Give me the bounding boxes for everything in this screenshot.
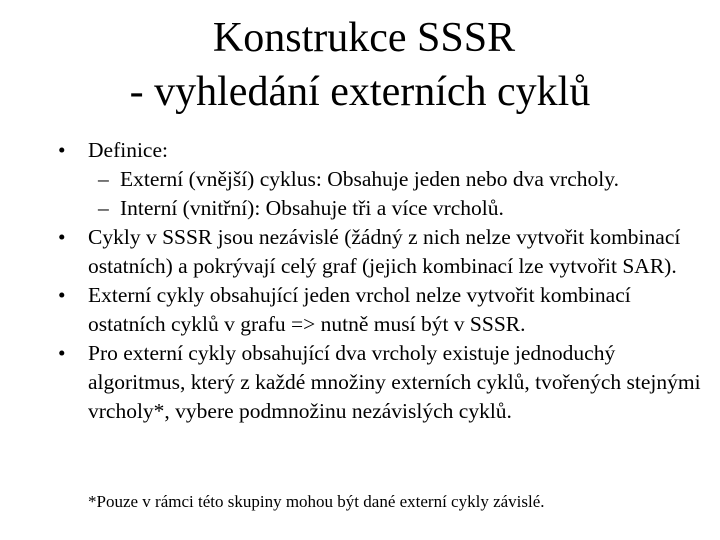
sub-bullet-item — [58, 194, 708, 223]
bullet-text: Pro externí cykly obsahující dva vrcholy existuje jednoduchý algoritmus, který z každé množiny externích cyklů, tvořených stejnými vrcholy*, vybere podmnožinu nezávislých cyklů. — [88, 341, 701, 423]
bullet-item — [58, 281, 708, 339]
sub-bullet-item — [58, 165, 708, 194]
sub-bullet-text: Externí (vnější) cyklus: Obsahuje jeden nebo dva vrcholy. — [120, 167, 619, 191]
sub-bullet-text: Interní (vnitřní): Obsahuje tři a více vrcholů. — [120, 196, 504, 220]
footnote: *Pouze v rámci této skupiny mohou být dané externí cykly závislé. — [88, 492, 545, 511]
bullet-item — [58, 136, 708, 165]
sub-bullet-list — [58, 165, 708, 223]
sub-bullet-marker: – — [98, 167, 109, 191]
bullet-marker: • — [58, 341, 66, 365]
sub-bullet-marker: – — [98, 196, 109, 220]
bullet-text: Externí cykly obsahující jeden vrchol nelze vytvořit kombinací ostatních cyklů v grafu => nutně musí být v SSSR. — [88, 283, 631, 336]
bullet-marker: • — [58, 283, 66, 307]
bullet-marker: • — [58, 138, 66, 162]
bullet-text: Cykly v SSSR jsou nezávislé (žádný z nich nelze vytvořit kombinací ostatních) a pokrývají celý graf (jejich kombinací lze vytvořit SAR). — [88, 225, 681, 278]
slide-title-line-2: - vyhledání externích cyklů — [129, 69, 591, 115]
bullet-list — [58, 136, 708, 426]
bullet-item — [58, 339, 708, 426]
bullet-item — [58, 223, 708, 281]
bullet-text: Definice: — [88, 138, 168, 162]
bullet-marker: • — [58, 225, 66, 249]
slide-title-line-1: Konstrukce SSSR — [212, 15, 516, 61]
